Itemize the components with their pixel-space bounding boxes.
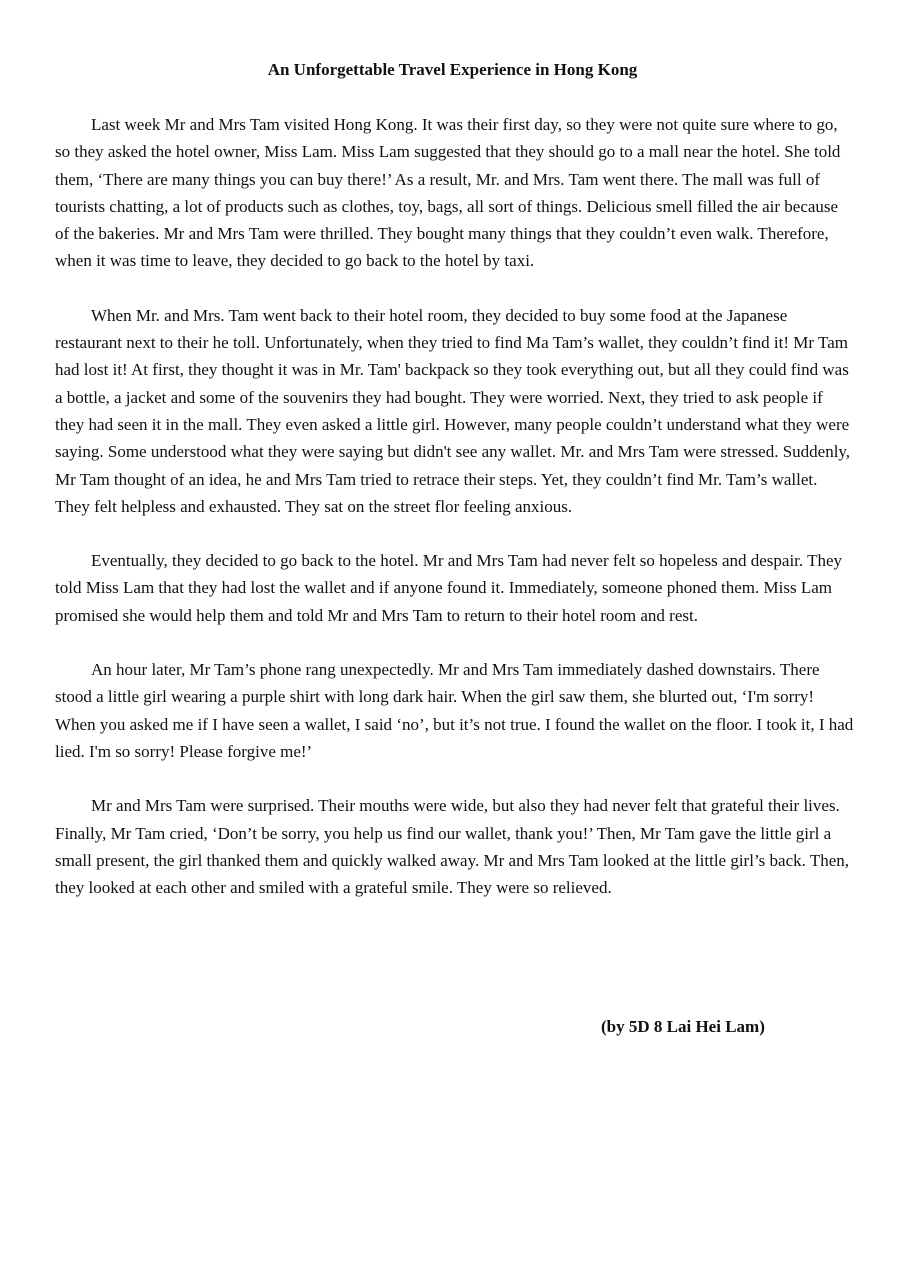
paragraph-5: Mr and Mrs Tam were surprised. Their mouths were wide, but also they had never felt that grateful their lives. Finally, Mr Tam cried, ‘Don’t be sorry, you help us find our wallet, thank you!’ Then, Mr Tam gave the little girl a small present, the girl thanked them and quickly walked away. Mr and Mrs Tam looked at the little girl’s back. Then, they looked at each other and smiled with a grateful smile. They were so relieved. xyxy=(55,796,849,898)
document-title: An Unforgettable Travel Experience in Hong Kong xyxy=(267,60,638,79)
paragraph-4: An hour later, Mr Tam’s phone rang unexpectedly. Mr and Mrs Tam immediately dashed downstairs. There stood a little girl wearing a purple shirt with long dark hair. When the girl saw them, she blurted out, ‘I'm sorry! When you asked me if I have seen a wallet, I said ‘no’, but it’s not true. I found the wallet on the floor. I took it, I had lied. I'm so sorry! Please forgive me!’ xyxy=(55,660,854,761)
author-byline: (by 5D 8 Lai Hei Lam) xyxy=(601,1017,765,1036)
paragraph-3: Eventually, they decided to go back to the hotel. Mr and Mrs Tam had never felt so hopeless and despair. They told Miss Lam that they had lost the wallet and if anyone found it. Immediately, someone phoned them. Miss Lam promised she would help them and told Mr and Mrs Tam to return to their hotel room and rest. xyxy=(55,551,843,625)
paragraph-1: Last week Mr and Mrs Tam visited Hong Kong. It was their first day, so they were not quite sure where to go, so they asked the hotel owner, Miss Lam. Miss Lam suggested that they should go to a mall near the hotel. She told them, ‘There are many things you can buy there!’ As a result, Mr. and Mrs. Tam went there. The mall was full of tourists chatting, a lot of products such as clothes, toy, bags, all sort of things. Delicious smell filled the air because of the bakeries. Mr and Mrs Tam were thrilled. They bought many things that they couldn’t even walk. Therefore, when it was time to leave, they decided to go back to the hotel by taxi. xyxy=(55,115,841,271)
paragraph-2: When Mr. and Mrs. Tam went back to their hotel room, they decided to buy some food at the Japanese restaurant next to their he toll. Unfortunately, when they tried to find Ma Tam’s wallet, they couldn’t find it! Mr Tam had lost it! At first, they thought it was in Mr. Tam' backpack so they took everything out, but all they could find was a bottle, a jacket and some of the souvenirs they had bought. They were worried. Next, they tried to ask people if they had seen it in the mall. They even asked a little girl. However, many people couldn’t understand what they were saying. Some understood what they were saying but didn't see any wallet. Mr. and Mrs Tam were stressed. Suddenly, Mr Tam thought of an idea, he and Mrs Tam tried to retrace their steps. Yet, they couldn’t find Mr. Tam’s wallet. They felt helpless and exhausted. They sat on the street flor feeling anxious. xyxy=(55,305,851,516)
story-body xyxy=(55,111,855,928)
